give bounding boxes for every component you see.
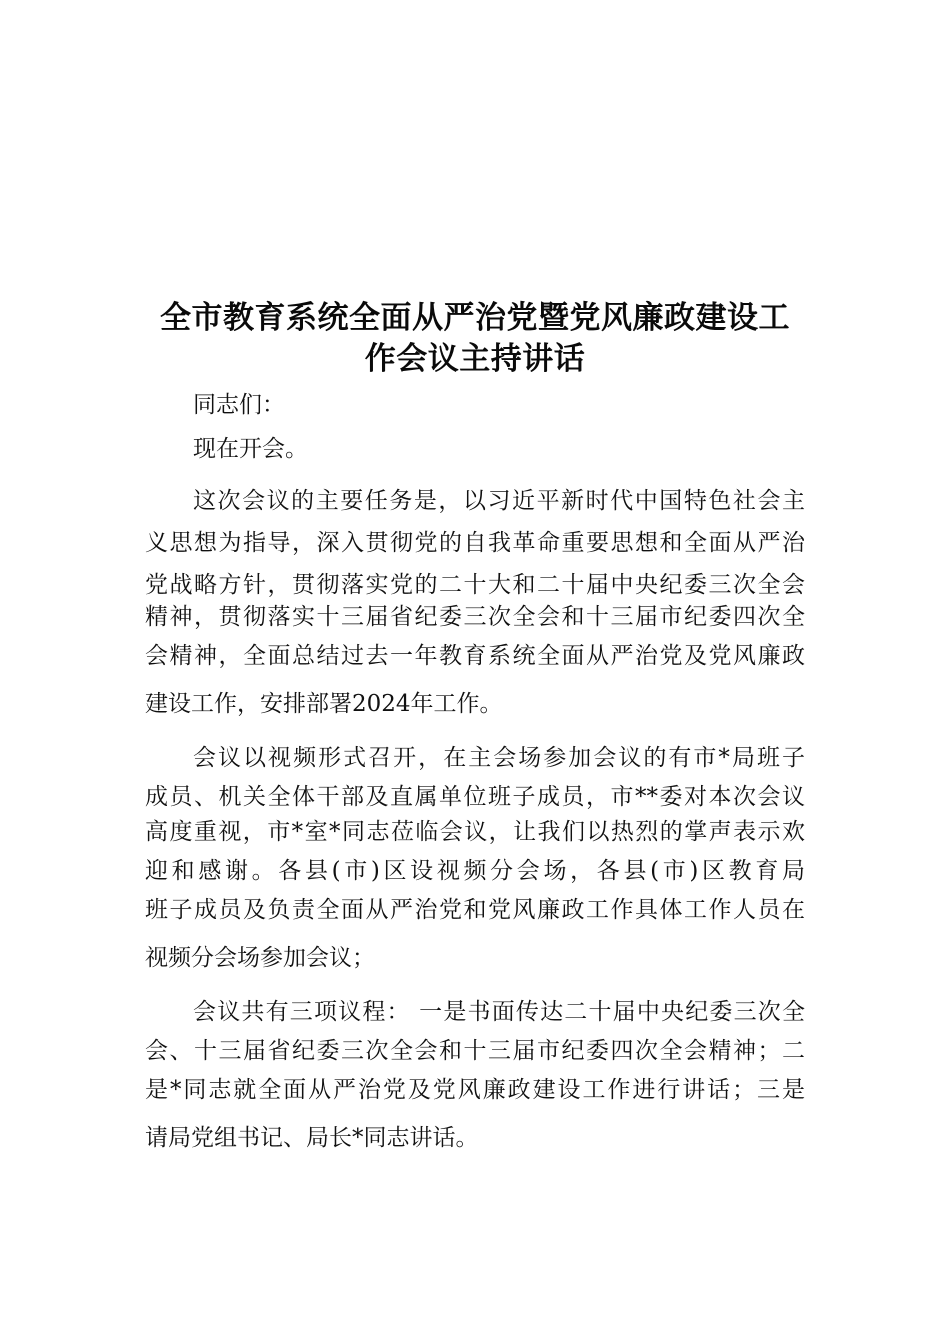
paragraph-line: 是*同志就全面从严治党及党风廉政建设工作进行讲话；三是 <box>145 1077 805 1103</box>
paragraph-line: 建设工作，安排部署2024年工作。 <box>145 691 503 717</box>
paragraph-line: 成员、机关全体干部及直属单位班子成员，市**委对本次会议 <box>145 784 805 810</box>
paragraph-line: 会精神，全面总结过去一年教育系统全面从严治党及党风廉政 <box>145 643 805 669</box>
document-title-line-2: 作会议主持讲话 <box>364 341 586 377</box>
paragraph-line: 高度重视，市*室*同志莅临会议，让我们以热烈的掌声表示欢 <box>145 819 805 845</box>
document-title-line-1: 全市教育系统全面从严治党暨党风廉政建设工 <box>160 300 790 336</box>
salutation: 同志们： <box>193 392 285 418</box>
opening-line: 现在开会。 <box>193 436 308 462</box>
paragraph-line: 会议以视频形式召开，在主会场参加会议的有市*局班子 <box>193 745 805 771</box>
paragraph-line: 班子成员及负责全面从严治党和党风廉政工作具体工作人员在 <box>145 897 805 923</box>
paragraph-line: 这次会议的主要任务是，以习近平新时代中国特色社会主 <box>193 488 805 514</box>
paragraph-line: 视频分会场参加会议； <box>145 945 375 971</box>
paragraph-line: 会、十三届省纪委三次全会和十三届市纪委四次全会精神；二 <box>145 1038 805 1064</box>
paragraph-line: 会议共有三项议程： 一是书面传达二十届中央纪委三次全 <box>193 999 805 1025</box>
paragraph-line: 请局党组书记、局长*同志讲话。 <box>145 1125 479 1151</box>
paragraph-line: 迎和感谢。各县(市)区设视频分会场，各县(市)区教育局 <box>145 858 805 884</box>
paragraph-line: 义思想为指导，深入贯彻党的自我革命重要思想和全面从严治 <box>145 530 805 556</box>
paragraph-line: 精神，贯彻落实十三届省纪委三次全会和十三届市纪委四次全 <box>145 604 805 630</box>
paragraph-line: 党战略方针，贯彻落实党的二十大和二十届中央纪委三次全会 <box>145 572 805 598</box>
